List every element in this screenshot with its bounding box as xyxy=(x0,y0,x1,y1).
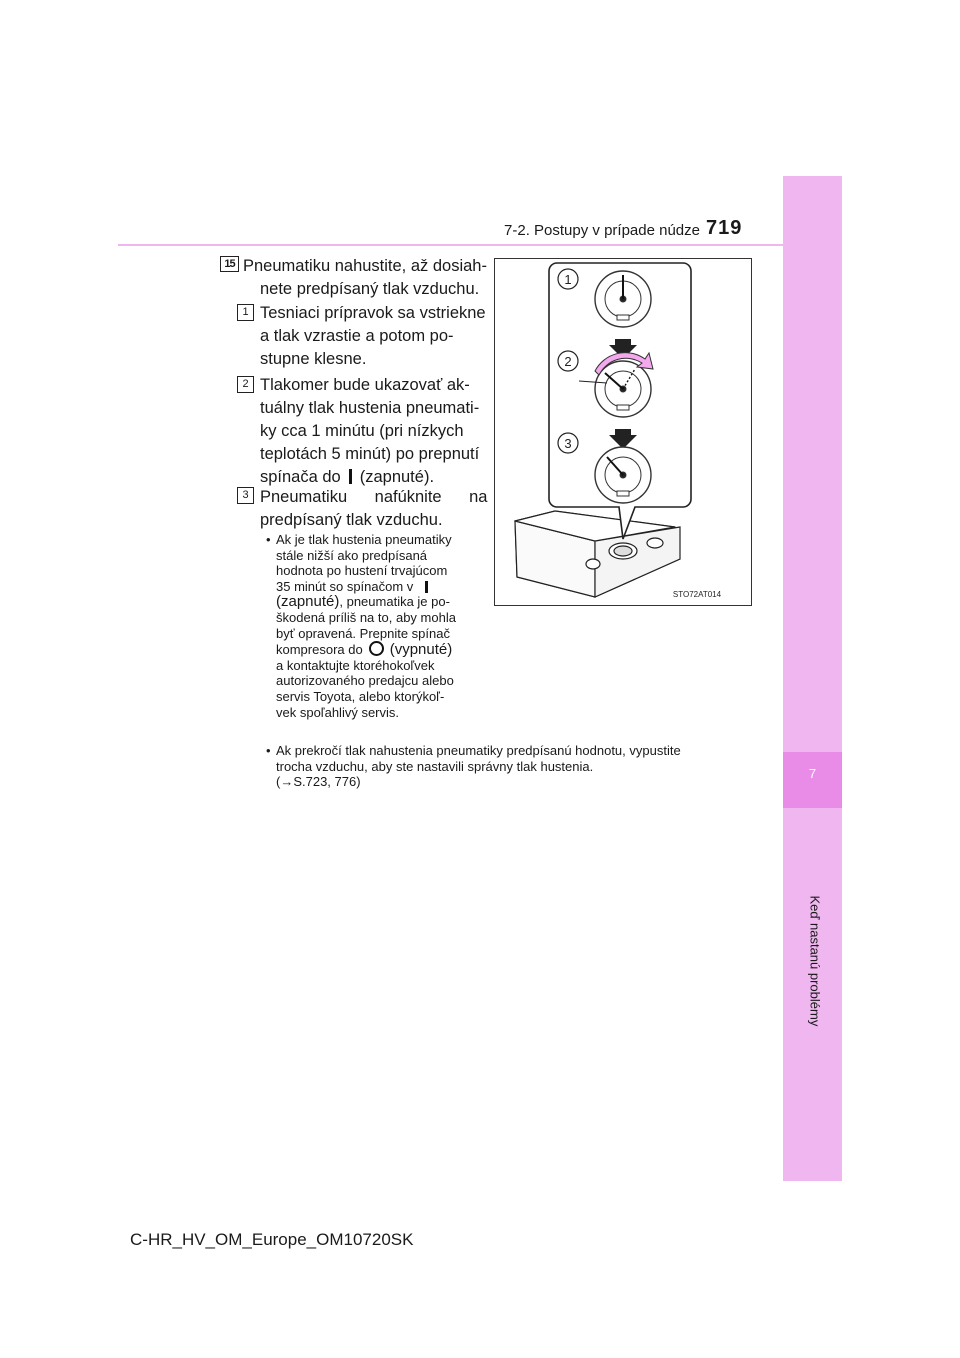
substep-badge-2: 2 xyxy=(237,376,254,393)
switch-off-icon xyxy=(369,641,384,656)
step-text-line1: Pneumatiku nahustite, až dosiah- xyxy=(243,257,487,275)
bullet-dot: • xyxy=(266,532,271,547)
substep-3-line1: Pneumatiku nafúknite na xyxy=(260,488,488,506)
chapter-title: Keď nastanú problémy xyxy=(807,895,823,1027)
note-1-after: , pneumatika je po- xyxy=(339,594,450,610)
substep-1-line1: Tesniaci prípravok sa vstriekne xyxy=(260,304,486,322)
section-title: 7-2. Postupy v prípade núdze xyxy=(504,222,700,239)
note-1-line9: a kontaktujte ktoréhokoľvek xyxy=(276,657,435,673)
note-1-line8 xyxy=(276,641,486,658)
note-1 xyxy=(266,532,486,720)
note-2-ref: (→S.723, 776) xyxy=(276,774,361,790)
substep-2-line2: tuálny tlak hustenia pneumati- xyxy=(260,399,480,417)
gauge-1 xyxy=(595,271,651,327)
gauge-3 xyxy=(595,447,651,503)
substep-2-pre: spínača do xyxy=(260,468,341,486)
note-1-line7: byť opravená. Prepnite spínač xyxy=(276,625,450,641)
note-1-line3: hodnota po hustení trvajúcom xyxy=(276,563,448,579)
note-1-line11: servis Toyota, alebo ktorýkoľ- xyxy=(276,688,445,704)
step-number-badge: 15 xyxy=(220,256,239,272)
substep-1-line2: a tlak vzrastie a potom po- xyxy=(260,327,454,345)
note-1-switch-pre: 35 minút so spínačom v xyxy=(276,578,414,594)
note-1-line10: autorizovaného predajcu alebo xyxy=(276,673,454,689)
chapter-sidebar xyxy=(783,176,842,1181)
note-2-line2: trocha vzduchu, aby ste nastavili správny tlak hustenia. xyxy=(276,758,594,774)
substep-2-line1: Tlakomer bude ukazovať ak- xyxy=(260,376,470,394)
bullet-dot: • xyxy=(266,743,271,758)
callout-number-3: 3 xyxy=(564,436,572,451)
substep-badge-1: 1 xyxy=(237,304,254,321)
page-number: 719 xyxy=(706,217,743,239)
note-2-line1: Ak prekročí tlak nahustenia pneumatiky predpísanú hodnotu, vypustite xyxy=(276,743,681,758)
compressor-illustration xyxy=(495,259,751,605)
note-1-off-label: (vypnuté) xyxy=(389,641,453,659)
note-1-line5 xyxy=(276,594,486,610)
substep-2-line3: ky cca 1 minútu (pri nízkych xyxy=(260,422,464,440)
note-1-line1: Ak je tlak hustenia pneumatiky xyxy=(276,532,452,547)
substep-2-post: (zapnuté). xyxy=(359,468,435,486)
callout-number-2: 2 xyxy=(564,354,572,369)
footer-doc-id: C-HR_HV_OM_Europe_OM10720SK xyxy=(130,1230,414,1249)
header-rule xyxy=(118,244,783,246)
chapter-number: 7 xyxy=(808,766,817,781)
switch-on-icon xyxy=(349,469,352,484)
switch-on-icon xyxy=(425,581,428,593)
compressor-figure xyxy=(494,258,752,606)
callout-number-1: 1 xyxy=(564,272,572,287)
note-1-off-pre: kompresora do xyxy=(276,642,363,658)
compressor-body xyxy=(515,511,680,597)
substep-1-line3: stupne klesne. xyxy=(260,350,367,368)
gauge-2 xyxy=(595,361,651,417)
note-1-line2: stále nižší ako predpísaná xyxy=(276,547,428,563)
substep-3-line2: predpísaný tlak vzduchu. xyxy=(260,511,443,529)
note-1-line6: škodená príliš na to, aby mohla xyxy=(276,609,456,625)
figure-code: STO72AT014 xyxy=(672,590,722,599)
note-1-line4 xyxy=(276,579,486,595)
substep-2-line4: teplotách 5 minút) po prepnutí xyxy=(260,445,480,463)
step-text-line2: nete predpísaný tlak vzduchu. xyxy=(260,280,480,298)
note-1-on-label: (zapnuté) xyxy=(276,593,340,611)
note-2 xyxy=(266,743,756,790)
note-1-line12: vek spoľahlivý servis. xyxy=(276,704,399,720)
substep-badge-3: 3 xyxy=(237,487,254,504)
